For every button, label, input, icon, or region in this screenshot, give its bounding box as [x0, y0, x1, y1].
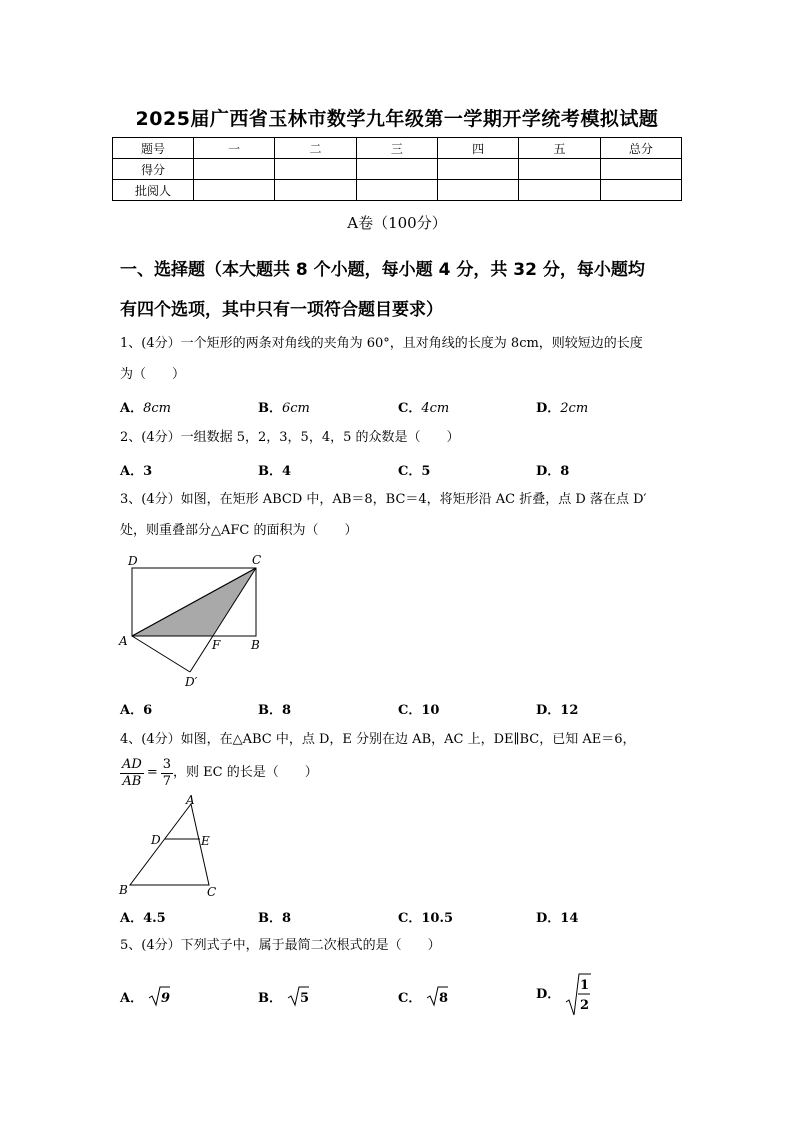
q4-label-d: D	[151, 833, 161, 847]
q3-label-a: A	[119, 634, 128, 648]
q2-option-b[interactable]: B．4	[258, 464, 292, 479]
score-table	[112, 137, 682, 201]
q4-option-c[interactable]: C．10.5	[398, 911, 454, 926]
q3-label-d: D	[128, 554, 138, 568]
q3-label-c: C	[252, 553, 262, 567]
question-2-text: 2、(4分）一组数据 5，2，3，5，4，5 的众数是（ ）	[120, 430, 460, 445]
score-table-row	[113, 180, 682, 201]
q5-option-a[interactable]: A． 9	[120, 985, 170, 1007]
q4-fraction-3-7: $\frac{3}{7}$	[162, 756, 171, 789]
q5-option-b-radical	[287, 985, 309, 1007]
q4-option-d[interactable]: D．14	[536, 911, 579, 926]
q5-option-c[interactable]: C． 8	[398, 985, 448, 1007]
q3-label-d-prime: D′	[185, 675, 198, 689]
score-table-row	[113, 159, 682, 180]
score-cell[interactable]	[600, 180, 681, 201]
svg-text:2: 2	[579, 998, 589, 1013]
q1-option-a[interactable]: A．8cm	[120, 401, 171, 416]
q1-option-b[interactable]: B．6cm	[258, 401, 310, 416]
q4-option-b[interactable]: B．8	[258, 911, 292, 926]
question-1-text-line2: 为（ ）	[120, 367, 186, 382]
q3-option-d[interactable]: D．12	[536, 703, 579, 718]
q4-option-a[interactable]: A．4.5	[120, 911, 166, 926]
score-table-header-cell: 二	[275, 138, 356, 159]
q3-option-b[interactable]: B．8	[258, 703, 292, 718]
q1-option-d[interactable]: D．2cm	[536, 401, 589, 416]
q4-triangle-abc	[130, 804, 209, 885]
svg-text:5: 5	[299, 991, 309, 1006]
score-cell[interactable]	[275, 180, 356, 201]
svg-text:9: 9	[160, 991, 170, 1006]
q5-option-c-radical	[426, 985, 448, 1007]
q3-option-a[interactable]: A．6	[120, 703, 153, 718]
score-cell[interactable]	[194, 180, 275, 201]
part1-heading-line1: 一、选择题（本大题共 8 个小题，每小题 4 分，共 32 分，每小题均	[120, 260, 645, 280]
q2-option-a[interactable]: A．3	[120, 464, 153, 479]
score-table-header-row	[113, 138, 682, 159]
q5-option-d-radical-fraction	[565, 972, 591, 1016]
q4-triangle-figure	[115, 794, 225, 900]
q1-option-c[interactable]: C．4cm	[398, 401, 450, 416]
q3-rectangle-fold-figure	[115, 548, 275, 690]
svg-text:8: 8	[438, 991, 448, 1006]
q4-label-e: E	[201, 834, 210, 848]
score-row-label: 批阅人	[113, 180, 194, 201]
question-4-text-line1: 4、(4分）如图，在△ABC 中，点 D，E 分别在边 AB，AC 上，DE∥BC，已知 AE＝6，	[120, 732, 636, 747]
q4-label-b: B	[119, 883, 128, 897]
q5-option-b[interactable]: B． 5	[258, 985, 309, 1007]
score-cell[interactable]	[519, 180, 600, 201]
question-4-text-line2: $\frac{AD}{AB}$ = $\frac{3}{7}$ ，则 EC 的长是（ ）	[122, 756, 318, 789]
q3-option-c[interactable]: C．10	[398, 703, 440, 718]
score-table-header-cell: 一	[194, 138, 275, 159]
q3-label-b: B	[251, 638, 260, 652]
q5-option-a-radical	[148, 985, 170, 1007]
question-5-text: 5、(4分）下列式子中，属于最简二次根式的是（ ）	[120, 938, 441, 953]
score-cell[interactable]	[437, 159, 518, 180]
question-1-text-line1: 1、(4分）一个矩形的两条对角线的夹角为 60°，且对角线的长度为 8cm，则较短边的长度	[120, 336, 643, 351]
score-cell[interactable]	[437, 180, 518, 201]
score-cell[interactable]	[519, 159, 600, 180]
question-3-text-line1: 3、(4分）如图，在矩形 ABCD 中，AB＝8，BC＝4，将矩形沿 AC 折叠，点 D 落在点 D′	[120, 492, 647, 507]
section-a-heading: A卷（100分）	[347, 214, 447, 232]
q2-option-d[interactable]: D．8	[536, 464, 570, 479]
score-cell[interactable]	[275, 159, 356, 180]
score-table-header-cell: 三	[356, 138, 437, 159]
q3-segment-ad-prime	[132, 636, 190, 672]
score-cell[interactable]	[356, 159, 437, 180]
score-cell[interactable]	[356, 180, 437, 201]
q4-fraction-ad-ab: $\frac{AD}{AB}$	[122, 756, 142, 789]
score-table-header-cell: 四	[437, 138, 518, 159]
exam-title: 2025届广西省玉林市数学九年级第一学期开学统考模拟试题	[135, 108, 659, 130]
part1-heading-line2: 有四个选项，其中只有一项符合题目要求）	[120, 300, 443, 320]
q4-label-a: A	[186, 794, 195, 807]
score-cell[interactable]	[600, 159, 681, 180]
question-3-text-line2: 处，则重叠部分△AFC 的面积为（ ）	[120, 523, 358, 538]
score-cell[interactable]	[194, 159, 275, 180]
q5-option-d[interactable]: D． 1 2	[536, 972, 591, 1016]
q4-label-c: C	[207, 885, 217, 899]
score-table-header-cell: 总分	[600, 138, 681, 159]
score-table-header-cell: 题号	[113, 138, 194, 159]
q2-option-c[interactable]: C．5	[398, 464, 431, 479]
q3-label-f: F	[212, 638, 221, 652]
svg-text:1: 1	[579, 978, 589, 993]
score-table-header-cell: 五	[519, 138, 600, 159]
score-row-label: 得分	[113, 159, 194, 180]
